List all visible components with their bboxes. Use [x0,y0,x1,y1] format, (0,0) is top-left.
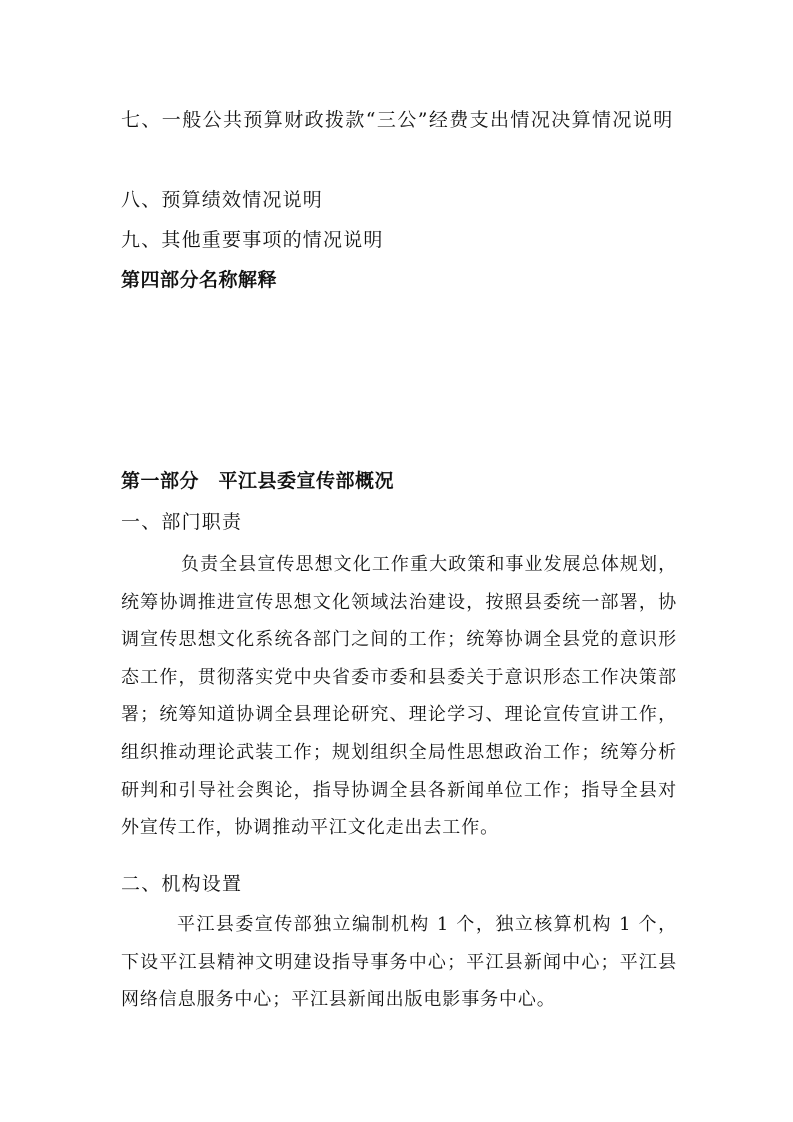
section-2-body: 平江县委宣传部独立编制机构 1 个，独立核算机构 1 个，下设平江县精神文明建设指导事务中心；平江县新闻中心；平江县网络信息服务中心；平江县新闻出版电影事务中心。 [121,914,677,1011]
part-1-title: 第一部分 平江县委宣传部概况 [121,470,395,492]
section-2-title: 二、机构设置 [121,873,243,895]
toc-item-8: 八、预算绩效情况说明 [121,189,324,211]
section-1-title: 一、部门职责 [121,511,243,533]
toc-item-9: 九、其他重要事项的情况说明 [121,229,384,251]
toc-part-4-heading: 第四部分名称解释 [121,269,278,291]
toc-item-7: 七、一般公共预算财政拨款“三公”经费支出情况决算情况说明 [121,109,674,131]
section-1-body: 负责全县宣传思想文化工作重大政策和事业发展总体规划，统筹协调推进宣传思想文化领域法治建设，按照县委统一部署，协调宣传思想文化系统各部门之间的工作；统筹协调全县党的意识形态工作，贯彻落实党中央省委市委和县委关于意识形态工作决策部署；统筹知道协调全县理论研究、理论学习、理论宣传宣讲工作，组织推动理论武装工作；规划组织全局性思想政治工作；统筹分析研判和引导社会舆论，指导协调全县各新闻单位工作；指导全县对外宣传工作，协调推动平江文化走出去工作。 [121,554,677,839]
